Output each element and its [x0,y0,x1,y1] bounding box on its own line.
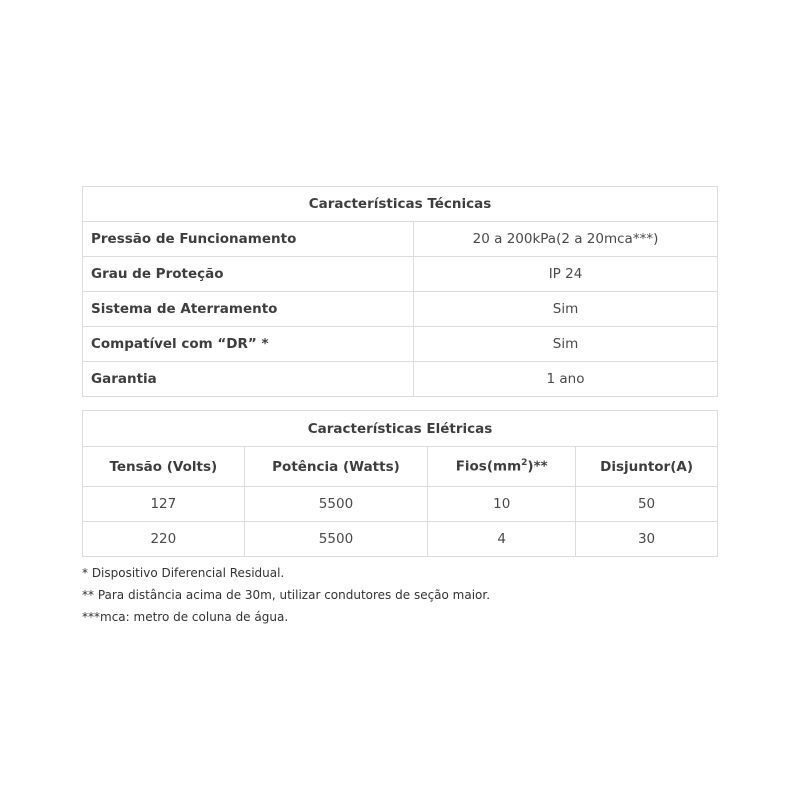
cell-tensao: 127 [83,487,245,522]
cell-disjuntor: 50 [576,487,718,522]
fios-superscript: 2 [521,458,528,469]
row-value: 20 a 200kPa(2 a 20mca***) [414,222,718,257]
row-label: Compatível com “DR” * [83,327,414,362]
cell-potencia: 5500 [244,522,428,557]
column-header-tensao: Tensão (Volts) [83,447,245,487]
cell-disjuntor: 30 [576,522,718,557]
fios-suffix: )** [527,458,548,475]
footnote-mca: ***mca: metro de coluna de água. [82,610,289,624]
table-header-row [83,187,718,222]
table-row [83,487,718,522]
row-label: Sistema de Aterramento [83,292,414,327]
table-row [83,257,718,292]
electrical-specs-title: Características Elétricas [83,411,718,447]
footnote-dr: * Dispositivo Diferencial Residual. [82,566,285,580]
row-value: Sim [414,327,718,362]
column-header-disjuntor: Disjuntor(A) [576,447,718,487]
table-row [83,222,718,257]
row-label: Garantia [83,362,414,397]
row-value: Sim [414,292,718,327]
row-value: 1 ano [414,362,718,397]
cell-potencia: 5500 [244,487,428,522]
footnotes [82,562,490,628]
table-row [83,362,718,397]
column-header-row [83,447,718,487]
cell-fios: 4 [428,522,576,557]
footnote-distance: ** Para distância acima de 30m, utilizar condutores de seção maior. [82,588,491,602]
cell-tensao: 220 [83,522,245,557]
fios-prefix: Fios(mm [455,458,522,475]
row-label: Grau de Proteção [83,257,414,292]
table-header-row [83,411,718,447]
technical-specs-title: Características Técnicas [83,187,718,222]
table-row [83,327,718,362]
table-row [83,522,718,557]
electrical-specs-table [82,410,718,557]
column-header-fios [428,447,576,487]
row-value: IP 24 [414,257,718,292]
column-header-potencia: Potência (Watts) [244,447,428,487]
cell-fios: 10 [428,487,576,522]
table-row [83,292,718,327]
row-label: Pressão de Funcionamento [83,222,414,257]
technical-specs-table [82,186,718,397]
